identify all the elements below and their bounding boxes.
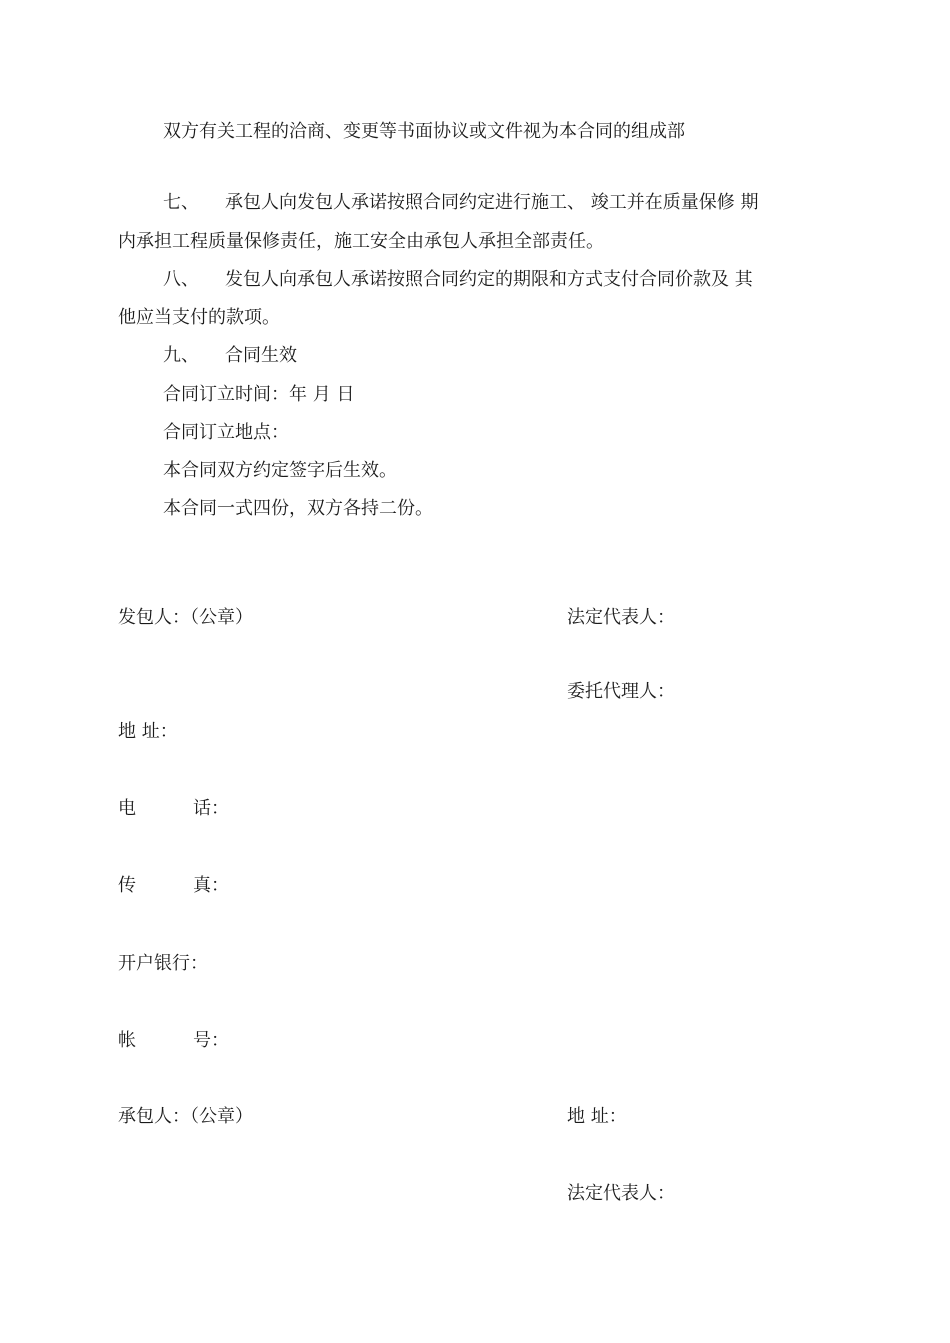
field-label-part: 传 — [118, 875, 136, 896]
contractor-label: 承包人：（公章） — [118, 1106, 253, 1127]
field-label-part: 真： — [193, 875, 229, 896]
employer-legal-rep: 法定代表人： — [567, 607, 675, 628]
paragraph-line: 双方有关工程的洽商、变更等书面协议或文件视为本合同的组成部 — [163, 121, 685, 142]
employer-fax — [118, 874, 229, 898]
clause-number: 七、 — [163, 192, 199, 213]
clause-7 — [163, 191, 758, 215]
clause-text: 发包人向承包人承诺按照合同约定的期限和方式支付合同价款及 其 — [225, 269, 753, 290]
clause-9 — [163, 344, 297, 368]
effective-clause: 本合同双方约定签字后生效。 — [163, 460, 397, 481]
employer-account — [118, 1029, 229, 1053]
clause-8 — [163, 268, 753, 292]
sign-time: 合同订立时间：年 月 日 — [163, 384, 355, 405]
clause-number: 八、 — [163, 269, 199, 290]
field-label-part: 电 — [118, 798, 136, 819]
clause-text: 承包人向发包人承诺按照合同约定进行施工、 竣工并在质量保修 期 — [225, 192, 759, 213]
sign-place: 合同订立地点： — [163, 422, 289, 443]
employer-address: 地 址： — [118, 721, 178, 742]
employer-phone — [118, 797, 229, 821]
copies-clause: 本合同一式四份，双方各持二份。 — [163, 498, 433, 519]
field-label-part: 帐 — [118, 1030, 136, 1051]
contractor-address: 地 址： — [567, 1106, 627, 1127]
employer-bank: 开户银行： — [118, 953, 208, 974]
field-label-part: 号： — [193, 1030, 229, 1051]
clause-7-continuation: 内承担工程质量保修责任，施工安全由承包人承担全部责任。 — [118, 231, 604, 252]
clause-8-continuation: 他应当支付的款项。 — [118, 307, 280, 328]
clause-number: 九、 — [163, 345, 199, 366]
employer-label: 发包人：（公章） — [118, 607, 253, 628]
employer-agent: 委托代理人： — [567, 681, 675, 702]
field-label-part: 话： — [193, 798, 229, 819]
clause-text: 合同生效 — [225, 345, 297, 366]
contractor-legal-rep: 法定代表人： — [567, 1183, 675, 1204]
